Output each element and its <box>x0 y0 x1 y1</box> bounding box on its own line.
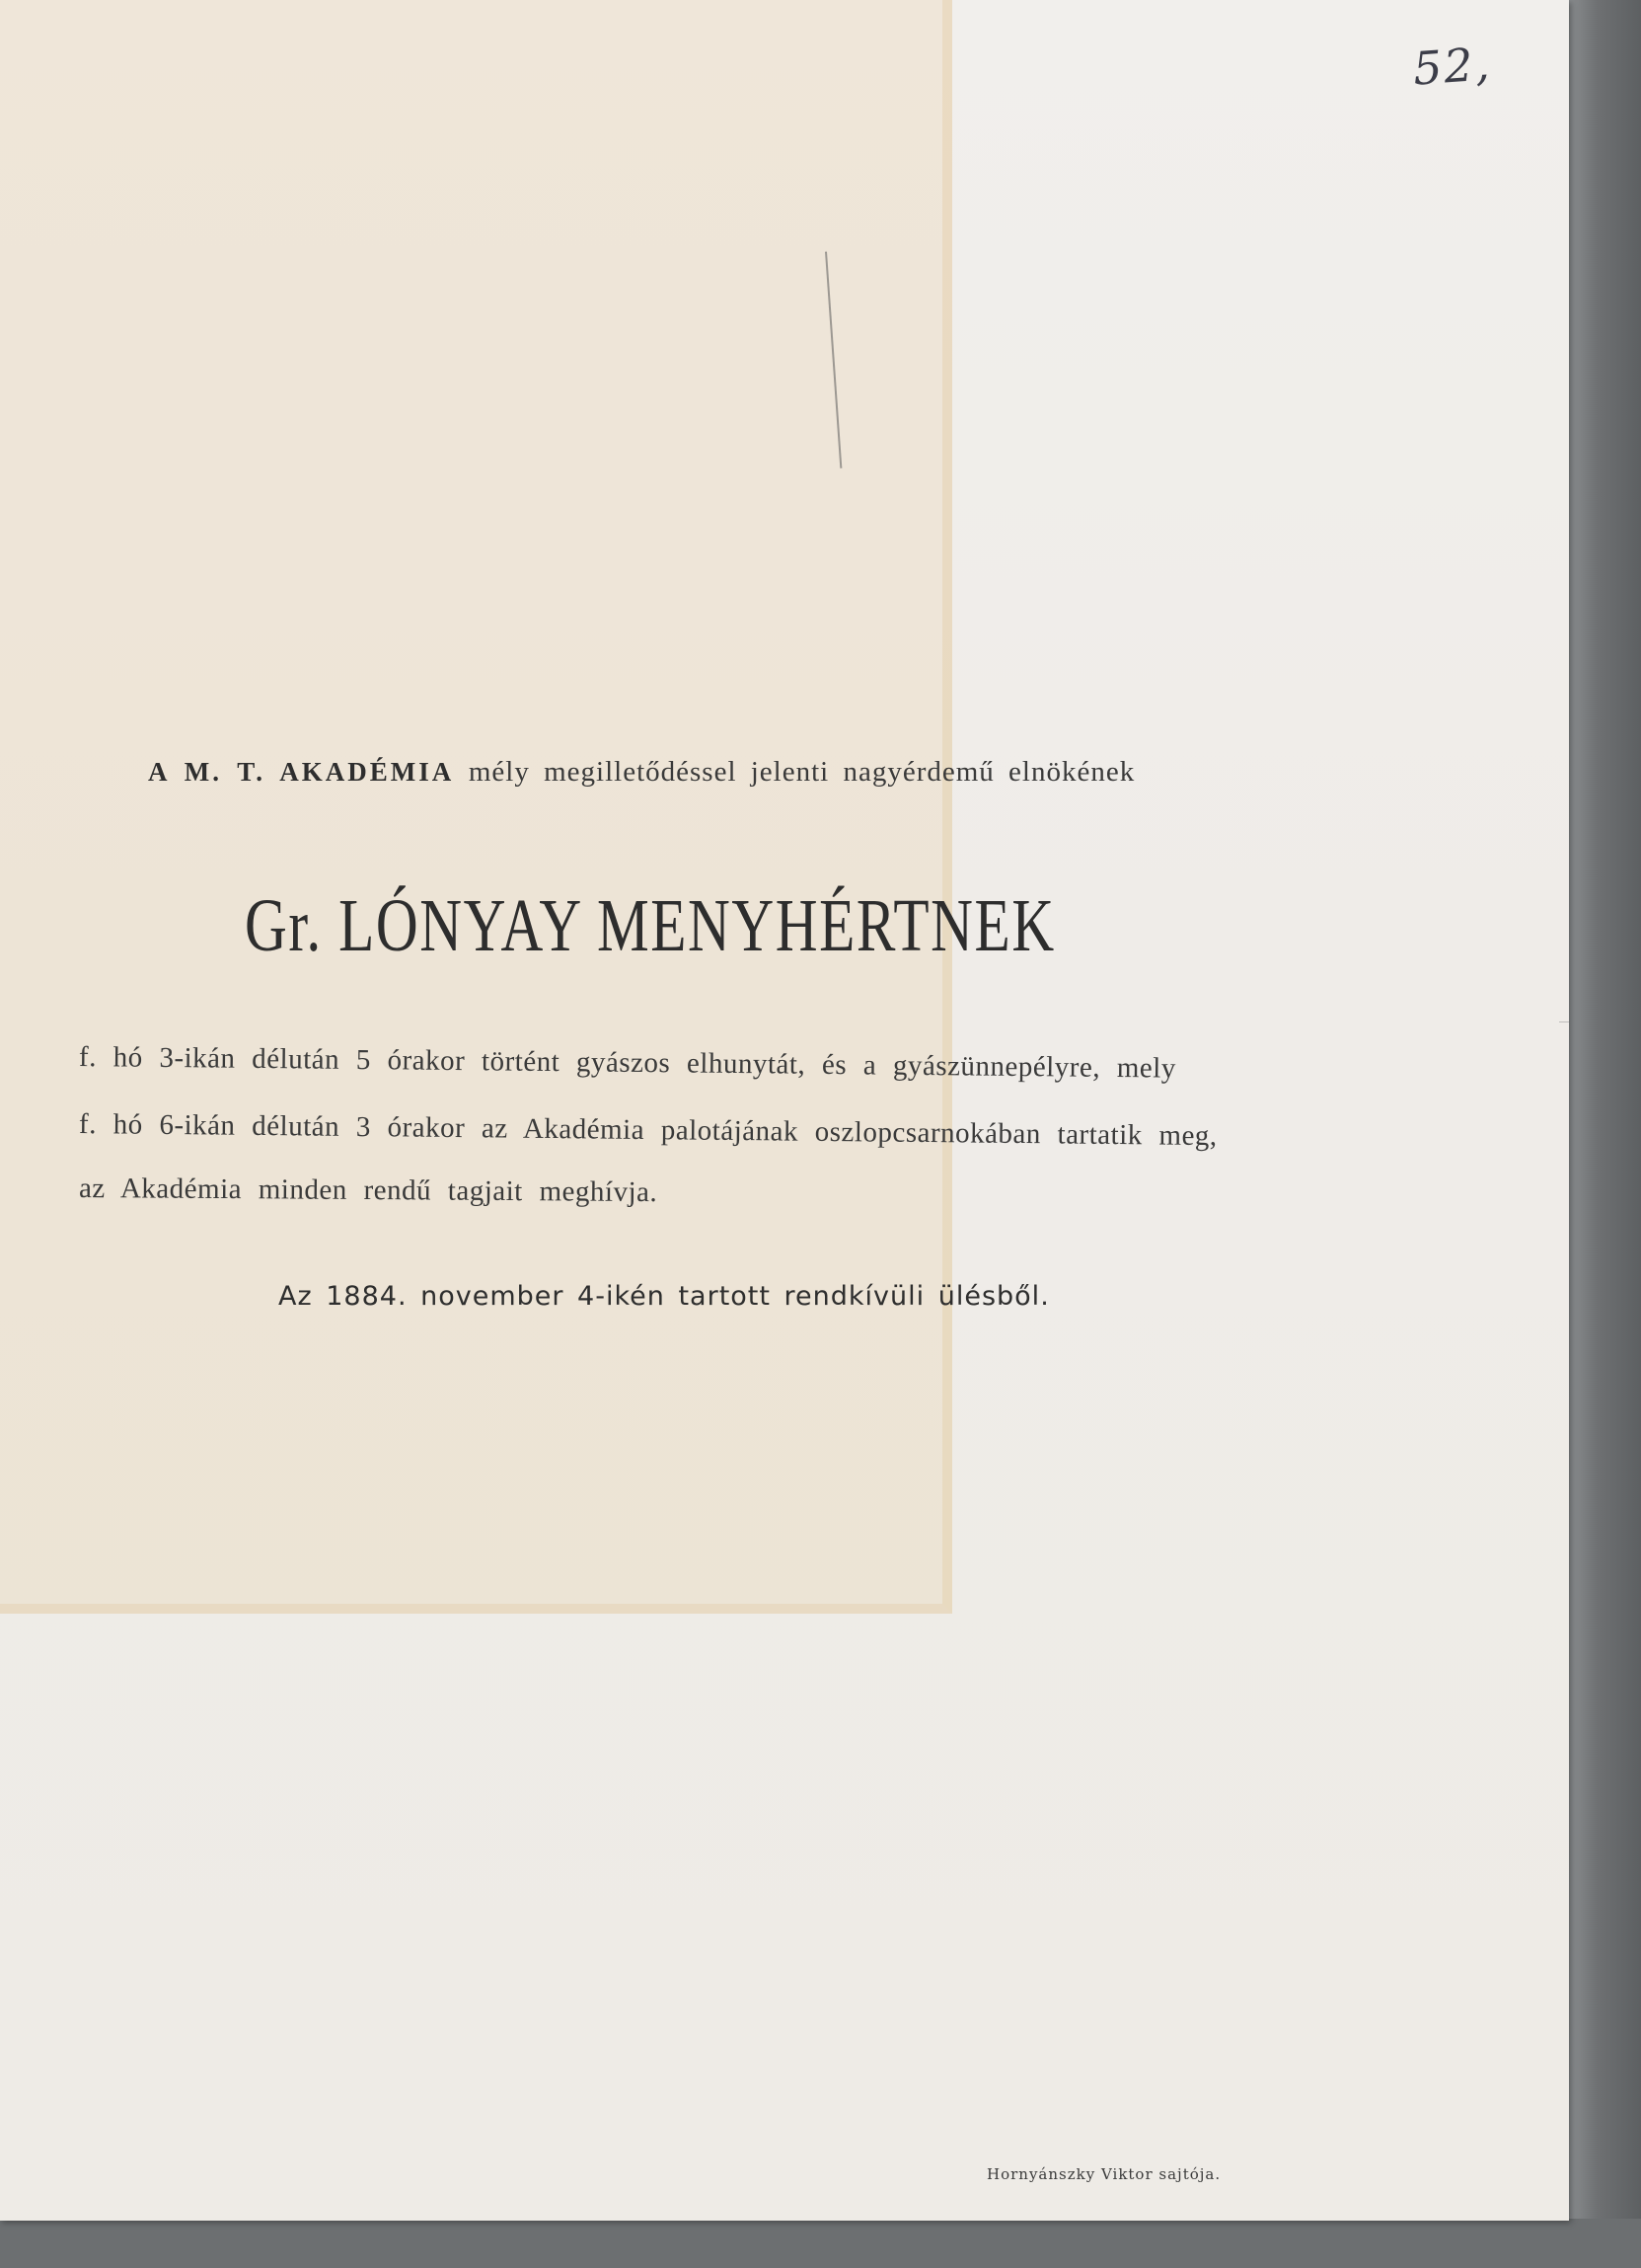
scan-backdrop-bottom <box>0 2219 1641 2268</box>
body-line-2: f. hó 6-ikán délután 3 órakor az Akadémia palotájának oszlopcsarnokában tartatik meg, <box>78 1108 1218 1153</box>
fold-mark <box>1559 1021 1569 1022</box>
deceased-name-heading: Gr. LÓNYAY MENYHÉRTNEK <box>245 884 1056 967</box>
paper-stain <box>0 0 952 1614</box>
institution-name: A M. T. AKADÉMIA <box>148 757 455 787</box>
body-line-3: az Akadémia minden rendű tagjait meghívja. <box>78 1172 658 1209</box>
body-line-1: f. hó 3-ikán délután 5 órakor történt gyászos elhunytát, és a gyászünnepélyre, mely <box>78 1041 1176 1085</box>
intro-text: mély megilletődéssel jelenti nagyérdemű elnökének <box>468 756 1136 788</box>
scan-backdrop-right <box>1569 0 1641 2268</box>
session-line: Az 1884. november 4-ikén tartott rendkívüli ülésből. <box>278 1281 1050 1312</box>
handwritten-folio-number: 52, <box>1411 37 1493 96</box>
announcement-intro-line <box>148 756 1273 789</box>
printer-imprint: Hornyánszky Viktor sajtója. <box>987 2165 1222 2183</box>
